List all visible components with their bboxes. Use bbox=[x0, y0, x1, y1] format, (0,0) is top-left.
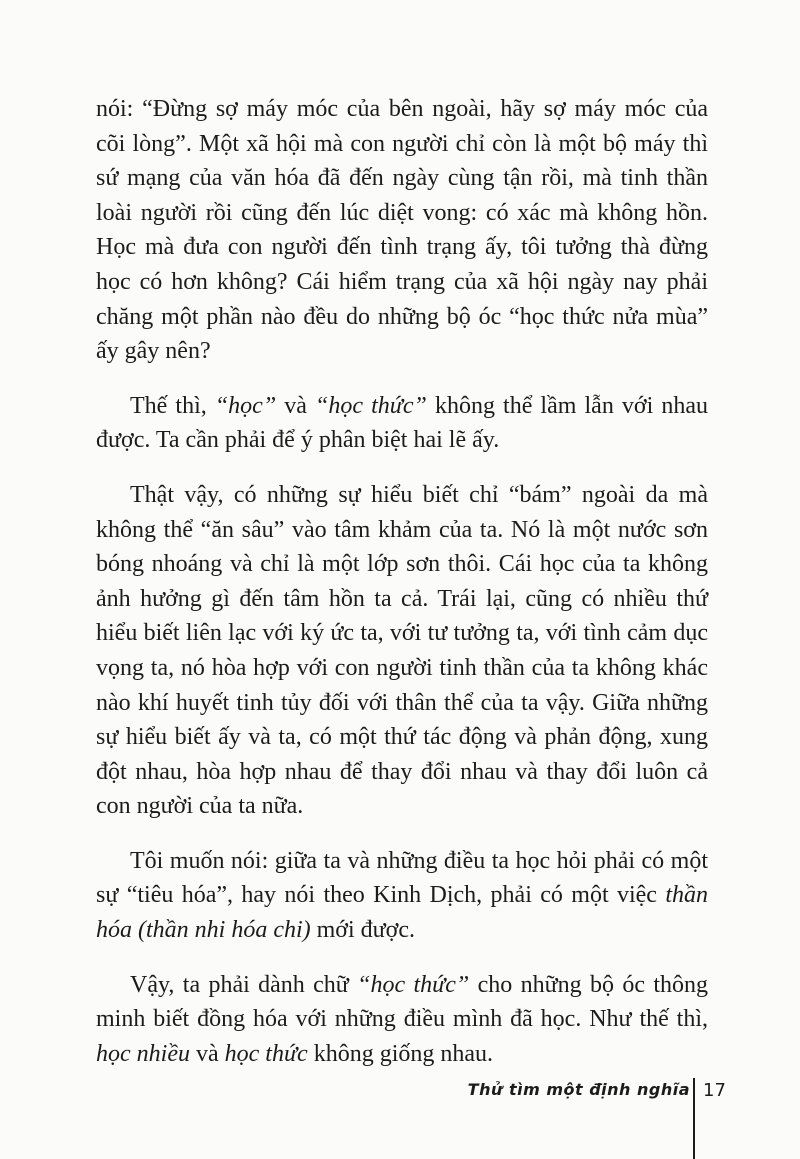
text-segment: Thật vậy, có những sự hiểu biết chỉ “bám” ngoài da mà không thể “ăn sâu” vào tâm khảm của ta. Nó là một nước sơn bóng nhoáng và chỉ là một lớp sơn thôi. Cái học của ta không ảnh hưởng gì đến tâm hồn ta cả. Trái lại, cũng có nhiều thứ hiểu biết liên lạc với ký ức ta, với tư tưởng ta, với tình cảm dục vọng ta, nó hòa hợp với con người tinh thần của ta không khác nào khí huyết tinh tủy đối với thân thể của ta vậy. Giữa những sự hiểu biết ấy và ta, có một thứ tác động và phản động, xung đột nhau, hòa hợp nhau để thay đổi nhau và thay đổi luôn cả con người của ta nữa. bbox=[96, 481, 708, 820]
text-segment: không giống nhau. bbox=[307, 1040, 494, 1067]
italic-term: học thức bbox=[224, 1040, 308, 1067]
paragraph-1 bbox=[96, 92, 708, 369]
italic-term: học nhiều bbox=[96, 1040, 190, 1067]
text-segment: và bbox=[189, 1040, 225, 1067]
italic-term: “học” bbox=[214, 392, 277, 419]
text-segment: nói: “Đừng sợ máy móc của bên ngoài, hãy sợ máy móc của cõi lòng”. Một xã hội mà con người chỉ còn là một bộ máy thì sứ mạng của văn hóa đã đến ngày cùng tận rồi, mà tinh thần loài người rồi cũng đến lúc diệt vong: có xác mà không hồn. Học mà đưa con người đến tình trạng ấy, tôi tưởng thà đừng học có hơn không? Cái hiểm trạng của xã hội ngày nay phải chăng một phần nào đều do những bộ óc “học thức nửa mùa” ấy gây nên? bbox=[96, 96, 708, 365]
text-segment: không thể lầm lẫn với nhau được. Ta cần phải để ý phân biệt hai lẽ ấy. bbox=[96, 392, 709, 454]
text-segment: và bbox=[276, 392, 316, 419]
text-segment: Vậy, ta phải dành chữ bbox=[130, 971, 358, 998]
paragraph-5 bbox=[96, 968, 708, 1072]
italic-term: thần hóa (thần nhi hóa chi) bbox=[96, 882, 708, 944]
text-segment: cho những bộ óc thông minh biết đồng hóa với những điều mình đã học. Như thế thì, bbox=[96, 971, 708, 1033]
running-footer-title: Thử tìm một định nghĩa bbox=[467, 1080, 690, 1099]
paragraph-2 bbox=[96, 389, 708, 458]
paragraph-4 bbox=[96, 844, 708, 948]
paragraph-3 bbox=[96, 478, 708, 824]
footer-divider bbox=[693, 1078, 695, 1159]
body-text bbox=[96, 92, 708, 1091]
text-segment: Thế thì, bbox=[130, 392, 215, 419]
italic-term: “học thức” bbox=[357, 971, 470, 998]
text-segment: Tôi muốn nói: giữa ta và những điều ta học hỏi phải có một sự “tiêu hóa”, hay nói theo Kinh Dịch, phải có một việc bbox=[96, 847, 708, 909]
page-number: 17 bbox=[703, 1080, 726, 1101]
text-segment: mới được. bbox=[310, 917, 416, 944]
italic-term: “học thức” bbox=[315, 392, 427, 419]
